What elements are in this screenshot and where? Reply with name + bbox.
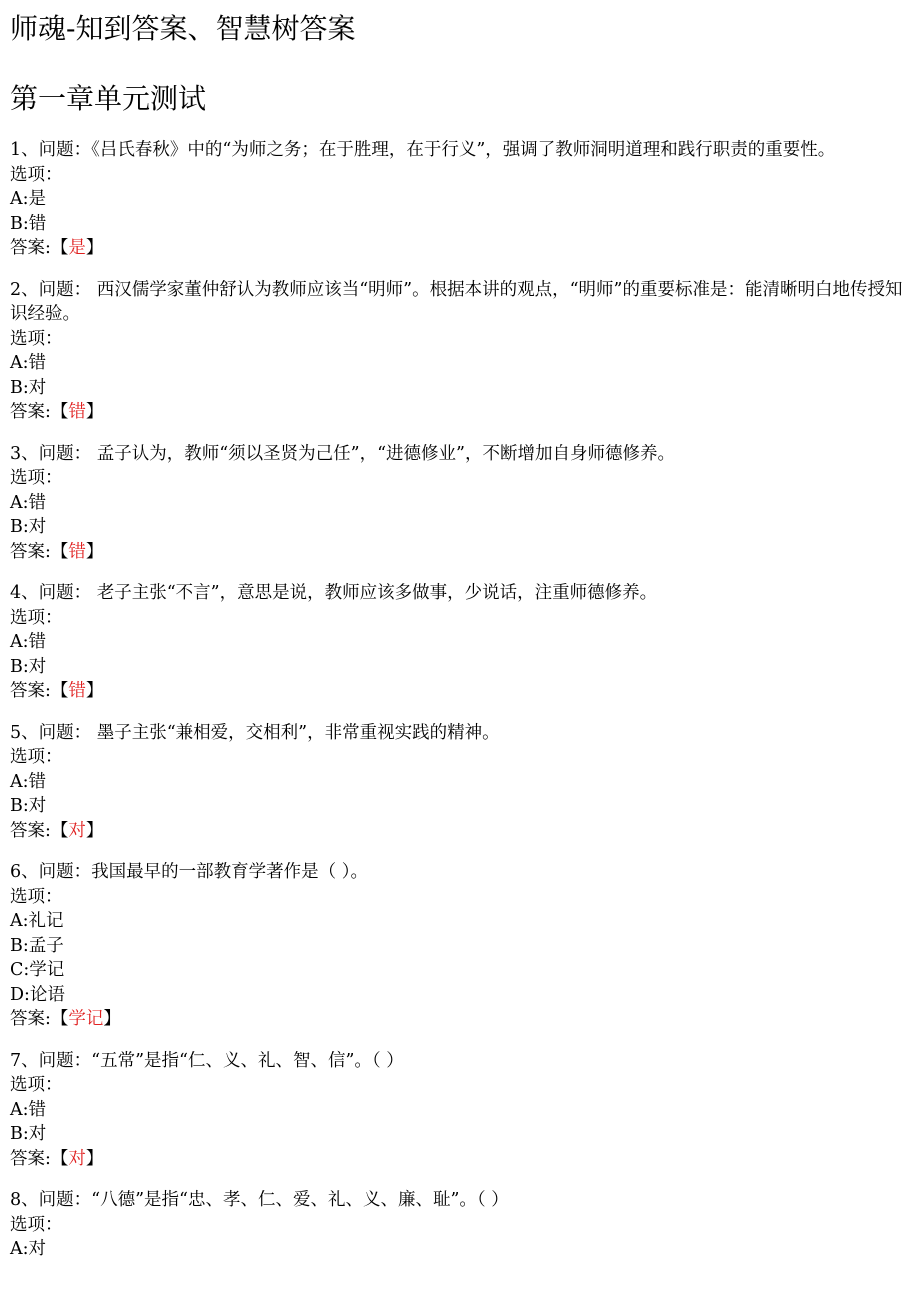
question-block	[10, 1049, 910, 1172]
answer-prefix: 答案:【	[10, 541, 69, 562]
answer-prefix: 答案:【	[10, 402, 69, 422]
answer-prefix: 答案:【	[10, 238, 69, 258]
question-prompt: 1、问题：《吕氏春秋》中的“为师之务；在于胜理，在于行义”，强调了教师洞明道理和践行职责的重要性。	[10, 140, 836, 160]
answer-value: 对	[68, 820, 86, 841]
answer-line	[10, 819, 910, 844]
option-item: B:对	[10, 517, 47, 537]
question-prompt: 8、问题：“八德”是指“忠、孝、仁、爱、礼、义、廉、耻”。（ ）	[10, 1190, 509, 1210]
answer-line	[10, 679, 910, 704]
document-title: 师魂-知到答案、智慧树答案	[10, 12, 356, 45]
question-prompt: 5、问题： 墨子主张“兼相爱，交相利”，非常重视实践的精神。	[10, 722, 500, 743]
answer-suffix: 】	[85, 541, 104, 562]
option-item: A:错	[10, 632, 47, 652]
option-item: B:对	[10, 377, 47, 398]
options-label: 选项：	[10, 747, 63, 767]
option-item: A:礼记	[10, 911, 64, 931]
answer-line	[10, 540, 910, 565]
question-block	[10, 860, 910, 1032]
question-prompt: 4、问题： 老子主张“不言”，意思是说，教师应该多做事，少说话，注重师德修养。	[10, 583, 658, 603]
question-block	[10, 138, 910, 261]
option-item: A:错	[10, 353, 47, 373]
question-block	[10, 1188, 910, 1262]
answer-value: 错	[68, 541, 86, 562]
answer-value: 是	[68, 238, 86, 258]
answer-line	[10, 1007, 910, 1032]
answer-value: 错	[68, 402, 86, 422]
option-item: A:是	[10, 189, 47, 209]
question-block	[10, 581, 910, 704]
question-block	[10, 442, 910, 565]
answer-value: 错	[68, 681, 86, 701]
answer-suffix: 】	[85, 1148, 104, 1169]
option-item: B:对	[10, 1124, 47, 1144]
question-prompt: 6、问题：我国最早的一部教育学著作是（ ）。	[10, 862, 368, 882]
answer-value: 学记	[68, 1009, 104, 1029]
options-label: 选项：	[10, 1075, 63, 1095]
option-item: A:错	[10, 771, 47, 792]
answer-suffix: 】	[85, 238, 104, 258]
option-item: A:错	[10, 492, 47, 513]
answer-prefix: 答案:【	[10, 1009, 69, 1029]
question-prompt: 7、问题：“五常”是指“仁、义、礼、智、信”。（ ）	[10, 1050, 404, 1071]
answer-prefix: 答案:【	[10, 681, 69, 701]
answer-suffix: 】	[103, 1009, 121, 1029]
question-prompt: 2、问题： 西汉儒学家董仲舒认为教师应该当“明师”。根据本讲的观点，“明师”的重要标准是：能清晰明白地传授知识经验。	[10, 279, 903, 324]
option-item: B:对	[10, 656, 47, 677]
answer-line	[10, 400, 910, 425]
option-item: C:学记	[10, 960, 65, 980]
question-prompt: 3、问题： 孟子认为，教师“须以圣贤为己任”，“进德修业”，不断增加自身师德修养。	[10, 443, 675, 464]
option-item: A:错	[10, 1099, 47, 1120]
chapter-title: 第一章单元测试	[10, 82, 207, 115]
options-label: 选项：	[10, 468, 63, 488]
option-item: B:孟子	[10, 935, 64, 956]
option-item: A:对	[10, 1239, 47, 1259]
question-block	[10, 721, 910, 844]
option-item: B:错	[10, 213, 47, 234]
answer-prefix: 答案:【	[10, 820, 69, 841]
answer-suffix: 】	[85, 681, 104, 701]
answer-line	[10, 236, 910, 261]
options-label: 选项：	[10, 328, 63, 349]
options-label: 选项：	[10, 1214, 63, 1235]
question-block	[10, 278, 910, 425]
answer-line	[10, 1147, 910, 1172]
document-page	[0, 12, 920, 1262]
options-label: 选项：	[10, 164, 63, 185]
answer-suffix: 】	[85, 402, 104, 422]
answer-prefix: 答案:【	[10, 1148, 69, 1169]
question-list	[10, 138, 910, 1262]
answer-value: 对	[68, 1148, 86, 1169]
options-label: 选项：	[10, 886, 63, 907]
options-label: 选项：	[10, 607, 63, 628]
option-item: D:论语	[10, 984, 65, 1005]
answer-suffix: 】	[85, 820, 104, 841]
option-item: B:对	[10, 796, 47, 816]
